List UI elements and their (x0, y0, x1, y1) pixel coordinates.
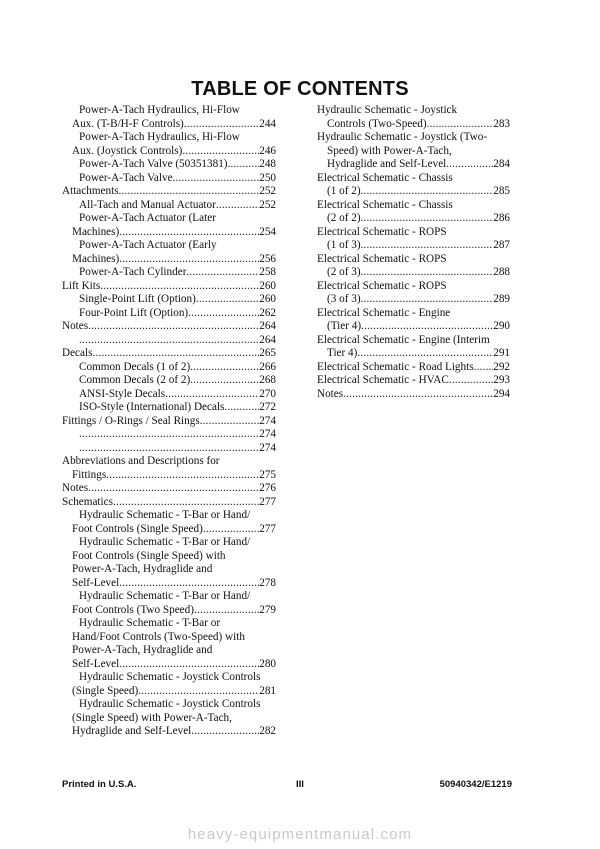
toc-page-number: 248 (259, 158, 276, 170)
toc-dot-leader (184, 118, 259, 132)
toc-entry-title: Notes (62, 320, 89, 332)
toc-entry[interactable] (317, 374, 510, 388)
toc-entry-title: Power-A-Tach Hydraulics, Hi-Flow (79, 131, 240, 143)
toc-entry-title: Hydraulic Schematic - T-Bar or Hand/ (79, 536, 251, 548)
toc-page-number: 244 (259, 117, 276, 130)
toc-entry-title: Hydraulic Schematic - Joystick (317, 104, 458, 116)
toc-entry-title: Common Decals (1 of 2) (79, 360, 191, 373)
toc-page-number: 285 (493, 185, 510, 197)
toc-dot-leader (186, 266, 259, 280)
toc-dot-leader (361, 266, 494, 280)
toc-dot-leader (119, 658, 259, 672)
toc-entry-title: Hydraglide and Self-Level (327, 158, 447, 170)
toc-entry-title: Electrical Schematic - Chassis (317, 171, 453, 184)
toc-entry[interactable] (62, 536, 276, 590)
toc-entry[interactable] (62, 131, 276, 158)
toc-page-number: 279 (259, 603, 276, 616)
toc-entry-title: (Tier 4) (327, 320, 362, 332)
toc-dot-leader (361, 212, 494, 226)
toc-entry-title: Decals (62, 347, 93, 359)
toc-page-number: 284 (493, 158, 510, 170)
toc-dot-leader (92, 347, 259, 361)
toc-entry-title: Hydraulic Schematic - T-Bar or (79, 617, 221, 629)
toc-entry-title: (1 of 2) (327, 185, 361, 197)
toc-page-number: 288 (493, 266, 510, 278)
toc-dot-leader (361, 239, 494, 253)
toc-dot-leader (216, 199, 259, 213)
toc-page-number: 268 (259, 374, 276, 386)
toc-entry[interactable] (317, 280, 510, 307)
toc-entry-title: ANSI-Style Decals (79, 387, 166, 400)
toc-entry-title: Electrical Schematic - ROPS (317, 279, 447, 292)
toc-entry[interactable] (62, 671, 276, 698)
toc-entry-title: Electrical Schematic - Road Lights (317, 360, 474, 373)
toc-page-number: 294 (493, 387, 510, 400)
toc-entry[interactable] (62, 347, 276, 361)
toc-entry-title: Single-Point Lift (Option) (79, 293, 196, 305)
toc-entry[interactable] (62, 442, 276, 456)
toc-entry-title: Power-A-Tach Cylinder (79, 266, 187, 278)
toc-entry-title: Hydraulic Schematic - Joystick Controls (79, 671, 261, 683)
page-title: TABLE OF CONTENTS (191, 78, 409, 100)
toc-entry[interactable] (62, 590, 276, 617)
toc-entry-title: (Single Speed) with Power-A-Tach, (72, 711, 232, 724)
toc-dot-leader (427, 118, 494, 132)
toc-dot-leader (224, 401, 259, 415)
toc-dot-leader (228, 158, 260, 172)
toc-entry[interactable] (62, 428, 276, 442)
toc-entry[interactable] (62, 617, 276, 671)
toc-entry[interactable] (62, 158, 276, 172)
toc-dot-leader (119, 577, 259, 591)
toc-entry[interactable] (62, 320, 276, 334)
toc-page-number: 266 (259, 360, 276, 373)
toc-dot-leader (200, 415, 260, 429)
footer-document-number: 50940342/E1219 (439, 779, 512, 790)
toc-entry[interactable] (62, 280, 276, 294)
toc-page-number: 276 (259, 482, 276, 494)
toc-entry-title: Electrical Schematic - Chassis (317, 198, 453, 211)
toc-page-number: 262 (259, 306, 276, 319)
toc-entry-title: Hydraulic Schematic - T-Bar or Hand/ (79, 590, 251, 602)
toc-entry-title: Hydraglide and Self-Level (72, 725, 192, 737)
toc-entry-title: Fittings / O-Rings / Seal Rings (62, 414, 200, 427)
toc-page-number: 277 (259, 522, 276, 535)
toc-entry[interactable] (62, 104, 276, 131)
toc-entry-title: (1 of 3) (327, 239, 361, 251)
toc-dot-leader (79, 428, 259, 442)
toc-entry-title: Fittings (72, 468, 107, 481)
toc-dot-leader (88, 320, 259, 334)
toc-right-column (317, 104, 510, 401)
toc-dot-leader (106, 469, 259, 483)
toc-entry-title: All-Tach and Manual Actuator (79, 198, 216, 211)
toc-page-number: 246 (259, 144, 276, 157)
toc-dot-leader (190, 374, 259, 388)
toc-page-number: 290 (493, 320, 510, 332)
toc-dot-leader (190, 361, 259, 375)
toc-page-number: 252 (259, 198, 276, 211)
toc-entry-title: Schematics (62, 495, 113, 508)
toc-entry-title: Hydraulic Schematic - Joystick Controls (79, 698, 261, 710)
toc-entry[interactable] (317, 361, 510, 375)
toc-page-number: 283 (493, 117, 510, 130)
toc-entry[interactable] (62, 172, 276, 186)
toc-page-number: 289 (493, 293, 510, 305)
toc-left-column (62, 104, 276, 739)
toc-dot-leader (182, 145, 259, 159)
toc-entry-title: ISO-Style (International) Decals (79, 401, 225, 413)
toc-entry[interactable] (62, 415, 276, 429)
toc-entry[interactable] (317, 104, 510, 131)
toc-page-number: 292 (493, 360, 510, 373)
toc-entry-title: Four-Point Lift (Option) (79, 306, 189, 319)
toc-dot-leader (119, 253, 259, 267)
toc-page-number: 270 (259, 387, 276, 400)
toc-entry[interactable] (62, 455, 276, 482)
toc-page-number: 264 (259, 333, 276, 346)
toc-dot-leader (79, 334, 259, 348)
toc-entry-title: Power-A-Tach, Hydraglide and (72, 563, 213, 575)
toc-dot-leader (361, 293, 494, 307)
watermark: heavy-equipmentmanual.com (187, 826, 413, 843)
toc-entry[interactable] (317, 334, 510, 361)
toc-entry-title: Notes (62, 482, 89, 494)
toc-page-number: 265 (259, 347, 276, 359)
toc-entry-title: Electrical Schematic - HVAC (317, 374, 449, 386)
toc-entry-title: Power-A-Tach Hydraulics, Hi-Flow (79, 104, 240, 116)
toc-dot-leader (79, 442, 259, 456)
toc-page-number: 264 (259, 320, 276, 332)
toc-entry-title: Foot Controls (Single Speed) with (72, 549, 226, 562)
toc-entry-title: Machines) (72, 252, 120, 265)
toc-entry-title: Foot Controls (Two Speed) (72, 603, 194, 616)
toc-dot-leader (446, 158, 493, 172)
toc-entry[interactable] (62, 401, 276, 415)
toc-entry-title: Electrical Schematic - Engine (317, 306, 451, 319)
toc-page-number: 260 (259, 293, 276, 305)
toc-page-number: 282 (259, 725, 276, 737)
toc-entry-title: Self-Level (72, 657, 120, 670)
toc-entry-title: Hydraulic Schematic - T-Bar or Hand/ (79, 509, 251, 521)
footer-page-number: III (296, 779, 304, 790)
toc-dot-leader (188, 307, 259, 321)
toc-entry-title: Machines) (72, 225, 120, 238)
toc-entry-title: Power-A-Tach Actuator (Later (79, 212, 216, 224)
toc-page-number: 258 (259, 266, 276, 278)
toc-dot-leader (361, 320, 493, 334)
toc-dot-leader (165, 388, 259, 402)
toc-entry-title: Abbreviations and Descriptions for (62, 455, 220, 467)
toc-entry[interactable] (62, 239, 276, 266)
toc-entry[interactable] (317, 131, 510, 172)
toc-entry[interactable] (62, 698, 276, 739)
toc-entry-title: Hydraulic Schematic - Joystick (Two- (317, 131, 488, 143)
toc-page-number: 274 (259, 428, 276, 440)
toc-entry-title: Aux. (Joystick Controls) (72, 144, 183, 157)
toc-entry-title: Controls (Two-Speed) (327, 117, 427, 130)
toc-entry[interactable] (62, 496, 276, 510)
toc-page-number: 281 (259, 684, 276, 697)
toc-page-number: 274 (259, 414, 276, 427)
toc-entry[interactable] (62, 482, 276, 496)
toc-page-number: 254 (259, 225, 276, 238)
toc-entry-title: Electrical Schematic - ROPS (317, 252, 447, 265)
toc-entry-title: Electrical Schematic - Engine (Interim (317, 333, 490, 346)
toc-entry[interactable] (62, 334, 276, 348)
toc-entry-title: Aux. (T-B/H-F Controls) (72, 117, 184, 130)
toc-entry[interactable] (317, 226, 510, 253)
toc-entry-title: (3 of 3) (327, 293, 361, 305)
toc-entry-title: Hand/Foot Controls (Two-Speed) with (72, 630, 245, 643)
toc-entry[interactable] (62, 374, 276, 388)
toc-entry-title: Power-A-Tach Actuator (Early (79, 239, 217, 251)
toc-entry[interactable] (62, 388, 276, 402)
toc-entry[interactable] (317, 307, 510, 334)
toc-entry-title: (Single Speed) (72, 684, 139, 697)
toc-page-number: 272 (259, 401, 276, 413)
toc-entry[interactable] (62, 212, 276, 239)
toc-dot-leader (100, 280, 259, 294)
toc-entry[interactable] (62, 361, 276, 375)
footer-print-location: Printed in U.S.A. (62, 779, 137, 790)
toc-dot-leader (138, 685, 259, 699)
toc-dot-leader (196, 293, 259, 307)
toc-dot-leader (474, 361, 494, 375)
toc-entry-title: Power-A-Tach Valve (79, 171, 173, 184)
toc-page-number: 287 (493, 239, 510, 251)
toc-dot-leader (203, 523, 259, 537)
toc-entry-title: Self-Level (72, 576, 120, 589)
toc-entry[interactable] (62, 199, 276, 213)
toc-entry-title: Lift Kits (62, 279, 101, 292)
toc-entry[interactable] (317, 172, 510, 199)
toc-page-number: 274 (259, 441, 276, 454)
toc-page-number: 293 (493, 374, 510, 386)
toc-dot-leader (361, 185, 494, 199)
toc-dot-leader (343, 388, 493, 402)
toc-entry-title: Common Decals (2 of 2) (79, 374, 191, 386)
toc-page-number: 256 (259, 252, 276, 265)
toc-entry-title: (2 of 2) (327, 212, 361, 224)
toc-page-number: 291 (493, 347, 510, 359)
toc-entry-title: Attachments (62, 185, 119, 197)
toc-entry[interactable] (62, 509, 276, 536)
toc-entry-title: Foot Controls (Single Speed) (72, 522, 203, 535)
toc-page-number: 252 (259, 185, 276, 197)
toc-dot-leader (449, 374, 493, 388)
toc-dot-leader (113, 496, 259, 510)
toc-entry-title: Tier 4) (327, 347, 358, 359)
toc-entry[interactable] (317, 388, 510, 402)
toc-entry[interactable] (62, 185, 276, 199)
toc-entry[interactable] (62, 307, 276, 321)
toc-page-number: 250 (259, 171, 276, 184)
toc-dot-leader (173, 172, 260, 186)
toc-entry-title: Power-A-Tach, Hydraglide and (72, 644, 213, 656)
toc-page-number: 280 (259, 657, 276, 670)
toc-entry[interactable] (317, 199, 510, 226)
toc-dot-leader (119, 185, 260, 199)
toc-page-number: 260 (259, 279, 276, 292)
toc-page-number: 275 (259, 468, 276, 481)
toc-entry-title: Notes (317, 387, 344, 400)
toc-dot-leader (119, 226, 259, 240)
toc-dot-leader (191, 725, 259, 739)
toc-dot-leader (88, 482, 259, 496)
toc-entry-title: Speed) with Power-A-Tach, (327, 144, 452, 157)
toc-page-number: 277 (259, 495, 276, 508)
toc-entry-title: Power-A-Tach Valve (50351381) (79, 158, 228, 170)
toc-entry[interactable] (62, 293, 276, 307)
toc-entry[interactable] (317, 253, 510, 280)
toc-page-number: 278 (259, 576, 276, 589)
toc-dot-leader (357, 347, 493, 361)
toc-entry-title: Electrical Schematic - ROPS (317, 225, 447, 238)
toc-dot-leader (194, 604, 259, 618)
toc-entry-title: (2 of 3) (327, 266, 361, 278)
toc-page-number: 286 (493, 212, 510, 224)
toc-entry[interactable] (62, 266, 276, 280)
